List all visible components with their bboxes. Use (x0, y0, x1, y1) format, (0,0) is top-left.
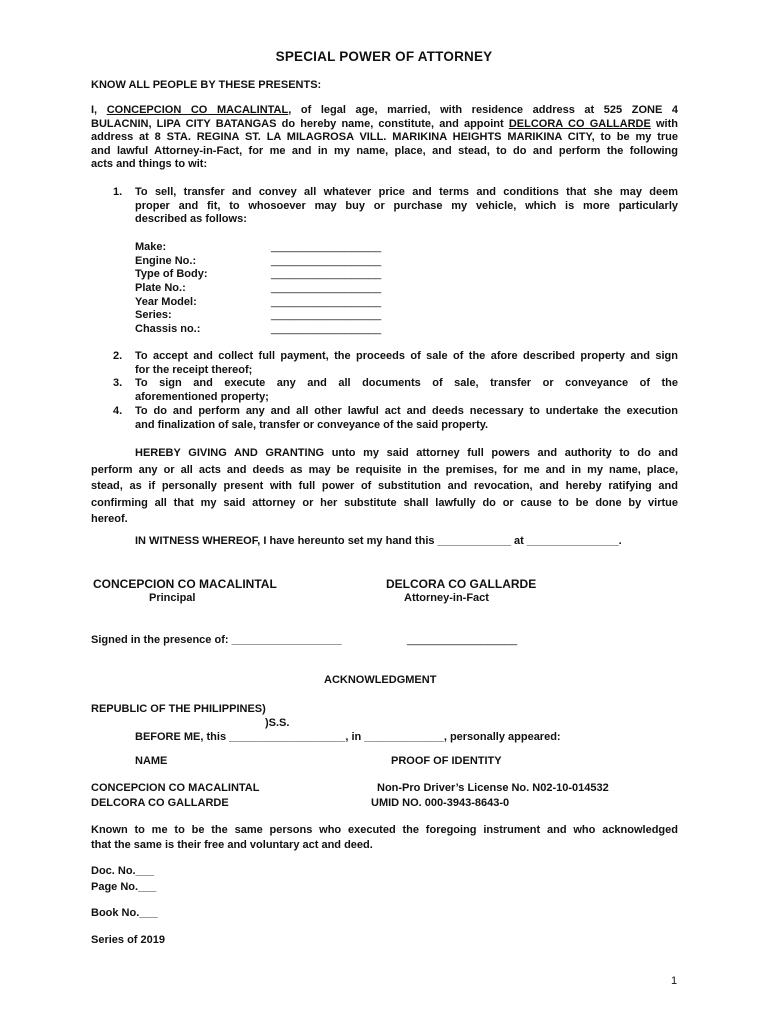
known-paragraph (91, 823, 678, 853)
item-line: aforementioned property; (135, 390, 269, 403)
before-me-line: BEFORE ME, this ___________________, in _____________, personally appeared: (135, 731, 561, 743)
ack-row-name: CONCEPCION CO MACALINTAL (91, 782, 260, 794)
ack-row-proof: UMID NO. 000-3943-8643-0 (371, 797, 510, 809)
intro-text: with (650, 117, 678, 130)
intro-line-2 (91, 118, 678, 132)
name-column-header: NAME (135, 755, 168, 767)
detail-label: Plate No.: (135, 282, 186, 294)
opening-line: KNOW ALL PEOPLE BY THESE PRESENTS: (91, 79, 322, 91)
item-number: 3. (113, 377, 123, 389)
known-line: that the same is their free and voluntary act and deed. (91, 839, 373, 851)
item-number: 1. (113, 186, 123, 198)
document-title: SPECIAL POWER OF ATTORNEY (275, 49, 493, 64)
item-line: To sell, transfer and convey all whatever price and terms and conditions that she may deem (135, 186, 678, 198)
item-3-text (135, 377, 678, 404)
principal-name-inline: CONCEPCION CO MACALINTAL (106, 104, 289, 116)
detail-blank: __________________ (271, 282, 382, 294)
item-line: To sign and execute any and all documents of sale, transfer or conveyance of the (135, 377, 678, 389)
detail-label: Year Model: (135, 296, 197, 308)
intro-line-1 (91, 104, 678, 118)
item-line: To accept and collect full payment, the proceeds of sale of the afore described property and sign (135, 350, 678, 362)
item-line: To do and perform any and all other lawful act and deeds necessary to undertake the execution (135, 405, 678, 417)
ack-row-name: DELCORA CO GALLARDE (91, 797, 229, 809)
proof-column-header: PROOF OF IDENTITY (391, 755, 502, 767)
intro-text: I, (91, 104, 107, 116)
principal-signature-name: CONCEPCION CO MACALINTAL (93, 577, 277, 591)
witness-line: IN WITNESS WHEREOF, I have hereunto set my hand this ____________ at _______________. (135, 535, 622, 547)
intro-text: , of legal age, married, with residence address at 525 ZONE 4 (288, 104, 678, 116)
attorney-signature-name: DELCORA CO GALLARDE (386, 577, 537, 591)
granting-line: perform any or all acts and deeds as may be requisite in the premises, for me and in my name, place, (91, 463, 678, 476)
page-no: Page No.___ (91, 881, 157, 893)
granting-line: hereof. (91, 513, 128, 525)
detail-blank: __________________ (271, 296, 382, 308)
acknowledgment-title: ACKNOWLEDGMENT (324, 674, 437, 686)
intro-line-4: and lawful Attorney-in-Fact, for me and in my name, place, and stead, to do and perform the following (91, 144, 678, 157)
detail-label: Series: (135, 309, 172, 321)
item-number: 2. (113, 350, 123, 362)
intro-text: BULACNIN, LIPA CITY BATANGAS do hereby name, constitute, and appoint (91, 117, 509, 130)
item-line: described as follows: (135, 213, 247, 226)
item-4-text (135, 405, 678, 432)
republic-line: REPUBLIC OF THE PHILIPPINES) (91, 703, 266, 715)
detail-blank: __________________ (271, 309, 382, 321)
granting-line: confirming all that my said attorney or her substitute shall lawfully do or cause to be done by virtue (91, 496, 678, 509)
item-1-text (135, 186, 678, 227)
detail-blank: __________________ (271, 241, 382, 253)
item-line: proper and fit, to whosoever may buy or purchase my vehicle, which is more particularly (135, 199, 678, 212)
detail-blank: __________________ (271, 255, 382, 267)
item-line: and finalization of sale, transfer or conveyance of the said property. (135, 418, 489, 431)
detail-label: Chassis no.: (135, 323, 201, 335)
item-line: for the receipt thereof; (135, 363, 253, 376)
item-2-text (135, 350, 678, 377)
item-number: 4. (113, 405, 123, 417)
granting-line: HEREBY GIVING AND GRANTING unto my said attorney full powers and authority to do and (135, 447, 678, 459)
ss-line: )S.S. (265, 717, 290, 729)
granting-line: stead, as if personally present with full power of substitution and revocation, and hereby ratifying and (91, 480, 678, 492)
detail-label: Make: (135, 241, 167, 253)
known-line: Known to me to be the same persons who executed the foregoing instrument and who acknowledged (91, 824, 678, 836)
granting-paragraph (91, 445, 678, 528)
principal-role: Principal (149, 592, 196, 604)
attorney-role: Attorney-in-Fact (404, 592, 489, 604)
intro-paragraph (91, 104, 678, 172)
book-no: Book No.___ (91, 907, 158, 919)
intro-line-5: acts and things to wit: (91, 158, 208, 171)
detail-blank: __________________ (271, 323, 382, 335)
ack-row-proof: Non-Pro Driver’s License No. N02-10-014532 (377, 782, 609, 794)
presence-line: Signed in the presence of: __________________ (91, 634, 342, 646)
doc-no: Doc. No.___ (91, 865, 154, 877)
detail-label: Type of Body: (135, 268, 208, 280)
attorney-name-inline: DELCORA CO GALLARDE (508, 117, 651, 130)
page-number: 1 (671, 975, 678, 987)
intro-line-3: address at 8 STA. REGINA ST. LA MILAGROSA VILL. MARIKINA HEIGHTS MARIKINA CITY, to be my true (91, 131, 678, 144)
series-year: Series of 2019 (91, 934, 165, 946)
detail-blank: __________________ (271, 268, 382, 280)
presence-blank: __________________ (407, 634, 518, 646)
detail-label: Engine No.: (135, 255, 197, 267)
